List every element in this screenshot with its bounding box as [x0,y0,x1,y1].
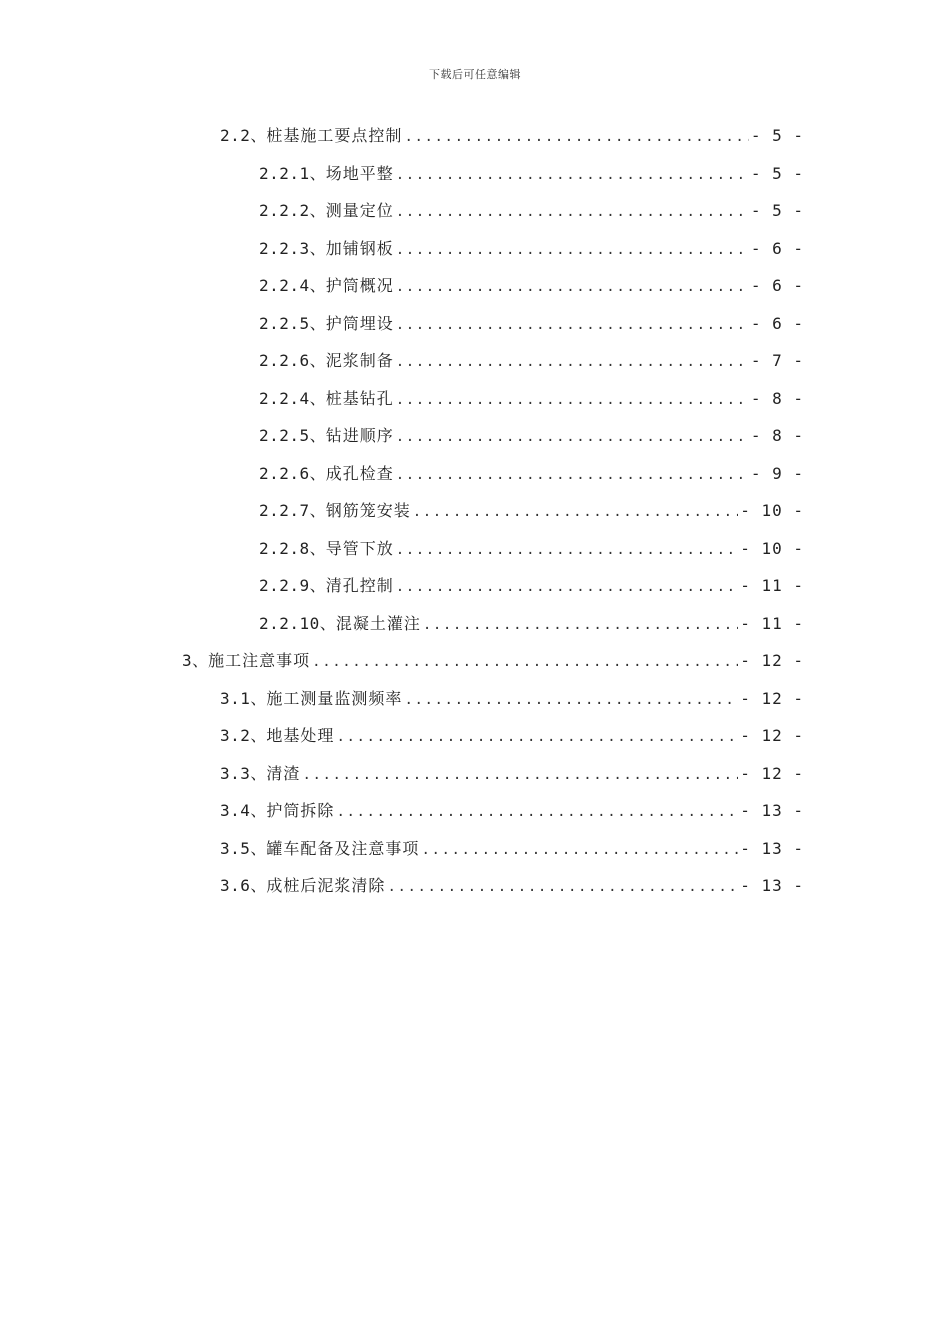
toc-entry-separator: 、 [309,426,326,445]
toc-entry-title: 钻进顺序 [325,426,394,445]
toc-dot-leader [404,119,748,155]
toc-entry-title: 护筒埋设 [325,313,394,333]
toc-entry-number: 3.3 [220,763,251,783]
toc-entry-number: 3.4 [220,801,251,820]
toc-dot-leader [336,794,738,830]
toc-entry-separator: 、 [309,163,326,183]
toc-entry[interactable] [259,418,804,454]
toc-entry-number: 2.2.5 [259,426,310,445]
toc-entry-separator: 、 [309,538,326,558]
toc-entry-separator: 、 [319,613,336,633]
toc-dot-leader [423,607,738,643]
toc-entry-separator: 、 [309,201,326,220]
toc-entry-number: 2.2.10 [259,613,320,633]
toc-entry[interactable] [259,231,804,267]
toc-entry-title: 泥浆制备 [325,351,394,370]
toc-entry[interactable] [259,268,804,304]
toc-entry-separator: 、 [250,838,267,858]
toc-dot-leader [396,232,749,268]
toc-entry[interactable] [220,756,804,792]
toc-entry-number: 3.2 [220,726,251,745]
toc-entry-separator: 、 [309,576,326,595]
toc-entry[interactable] [220,793,804,829]
toc-dot-leader [396,269,749,305]
toc-entry-page-number: - 11 - [740,576,804,595]
toc-dot-leader [396,194,749,230]
toc-entry-separator: 、 [309,388,326,408]
toc-entry-number: 2.2.1 [259,163,310,183]
toc-entry-separator: 、 [250,801,267,820]
toc-entry-number: 2.2.6 [259,351,310,370]
toc-entry-page-number: - 12 - [740,651,804,670]
toc-entry-page-number: - 5 - [750,201,804,220]
toc-entry-number: 2.2.6 [259,463,310,483]
toc-dot-leader [396,457,749,493]
toc-entry-separator: 、 [250,763,267,783]
toc-entry-separator: 、 [309,238,326,258]
toc-entry-page-number: - 8 - [750,388,804,408]
toc-entry-title: 施工注意事项 [208,651,311,670]
toc-entry-page-number: - 10 - [740,538,804,558]
toc-entry-separator: 、 [192,651,209,670]
toc-dot-leader [404,682,738,718]
toc-dot-leader [413,494,739,530]
toc-entry-title: 导管下放 [325,538,394,558]
toc-entry-page-number: - 6 - [750,238,804,258]
toc-entry[interactable] [259,343,804,379]
toc-entry-separator: 、 [309,351,326,370]
toc-entry-title: 护筒概况 [325,276,394,295]
toc-entry-number: 3 [182,651,193,670]
toc-entry[interactable] [259,456,804,492]
toc-dot-leader [387,869,738,905]
toc-entry-number: 2.2.2 [259,201,310,220]
toc-entry-title: 桩基钻孔 [325,388,394,408]
toc-dot-leader [312,644,738,680]
toc-entry-title: 混凝土灌注 [335,613,421,633]
toc-entry-number: 2.2 [220,126,251,145]
toc-entry-number: 2.2.7 [259,501,310,520]
toc-dot-leader [396,532,739,568]
toc-dot-leader [396,382,749,418]
toc-entry-page-number: - 10 - [740,501,804,520]
toc-entry-title: 护筒拆除 [266,801,335,820]
toc-entry[interactable] [220,118,804,154]
toc-entry-separator: 、 [309,276,326,295]
toc-entry[interactable] [259,568,804,604]
toc-entry-separator: 、 [250,726,267,745]
toc-entry-page-number: - 5 - [750,163,804,183]
toc-entry-number: 2.2.3 [259,238,310,258]
toc-entry-title: 成孔检查 [325,463,394,483]
toc-entry-title: 桩基施工要点控制 [266,126,403,145]
toc-entry-page-number: - 12 - [740,763,804,783]
toc-entry-number: 2.2.4 [259,388,310,408]
toc-entry-number: 3.6 [220,876,251,895]
toc-entry[interactable] [259,156,804,192]
toc-entry-page-number: - 11 - [740,613,804,633]
toc-entry[interactable] [259,381,804,417]
toc-dot-leader [396,419,749,455]
toc-entry-page-number: - 8 - [750,426,804,445]
toc-dot-leader [396,569,739,605]
toc-entry-page-number: - 9 - [750,463,804,483]
toc-entry-page-number: - 13 - [740,838,804,858]
toc-entry-separator: 、 [309,501,326,520]
toc-entry-separator: 、 [250,126,267,145]
toc-entry-page-number: - 12 - [740,726,804,745]
toc-entry-title: 测量定位 [325,201,394,220]
page-header: 下载后可任意编辑 [429,68,521,81]
toc-dot-leader [421,832,738,868]
toc-entry-number: 2.2.8 [259,538,310,558]
toc-entry-separator: 、 [250,876,267,895]
toc-entry-page-number: - 6 - [750,276,804,295]
toc-entry-title: 清渣 [266,763,301,783]
toc-entry[interactable] [220,718,804,754]
toc-entry-title: 施工测量监测频率 [266,688,403,708]
toc-entry[interactable] [220,681,804,717]
toc-entry-title: 罐车配备及注意事项 [266,838,420,858]
toc-entry[interactable] [259,606,804,642]
toc-dot-leader [396,307,749,343]
toc-entry-page-number: - 12 - [740,688,804,708]
toc-entry-separator: 、 [250,688,267,708]
toc-entry[interactable] [259,193,804,229]
toc-entry[interactable] [259,531,804,567]
toc-entry-title: 清孔控制 [325,576,394,595]
toc-entry[interactable] [259,493,804,529]
toc-dot-leader [302,757,738,793]
toc-entry[interactable] [220,831,804,867]
toc-entry-page-number: - 7 - [750,351,804,370]
toc-entry-title: 场地平整 [325,163,394,183]
toc-entry[interactable] [259,306,804,342]
toc-entry-title: 成桩后泥浆清除 [266,876,386,895]
toc-entry-number: 3.1 [220,688,251,708]
toc-entry-page-number: - 5 - [750,126,804,145]
toc-dot-leader [336,719,738,755]
toc-entry-page-number: - 13 - [740,801,804,820]
toc-entry-separator: 、 [309,313,326,333]
toc-entry[interactable] [220,868,804,904]
toc-entry-title: 地基处理 [266,726,335,745]
toc-entry-number: 2.2.4 [259,276,310,295]
toc-dot-leader [396,344,749,380]
toc-entry-number: 2.2.9 [259,576,310,595]
toc-entry-title: 钢筋笼安装 [325,501,411,520]
toc-entry[interactable] [182,643,804,679]
toc-entry-number: 3.5 [220,838,251,858]
toc-dot-leader [396,157,749,193]
toc-entry-number: 2.2.5 [259,313,310,333]
toc-entry-page-number: - 6 - [750,313,804,333]
toc-entry-title: 加铺钢板 [325,238,394,258]
toc-entry-page-number: - 13 - [740,876,804,895]
toc-entry-separator: 、 [309,463,326,483]
